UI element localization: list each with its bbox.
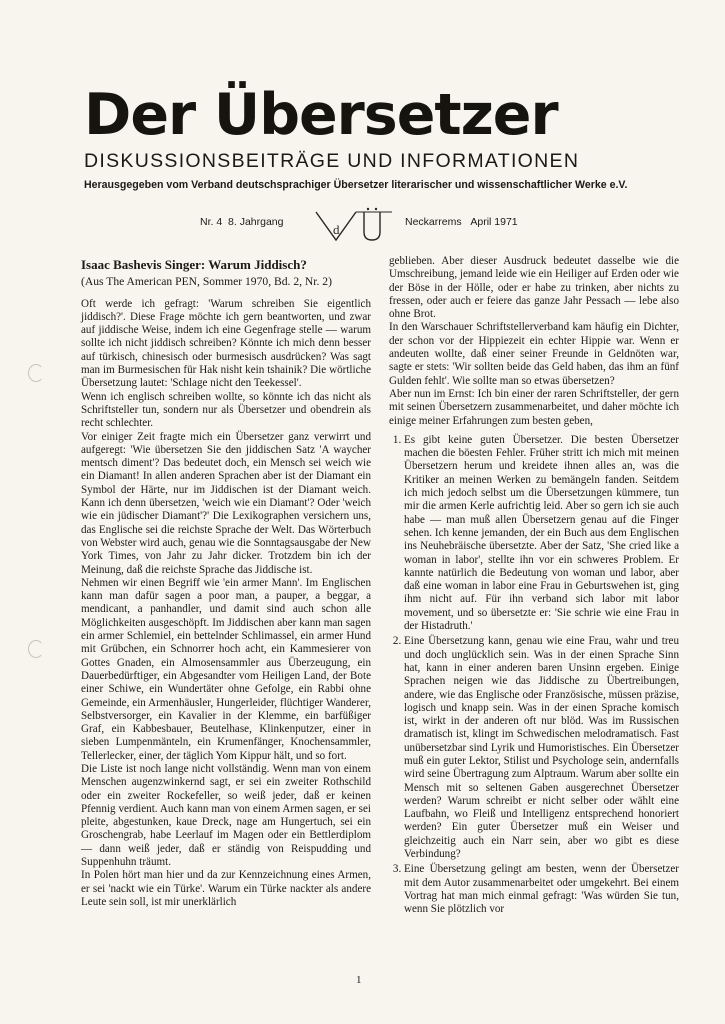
right-column (389, 255, 679, 919)
numbered-list (389, 434, 679, 917)
issue-place-date (405, 216, 518, 228)
paragraph: Vor einiger Zeit fragte mich ein Übersetzer ganz verwirrt und aufgeregt: 'Wie übersetzen Sie den jiddischen Satz 'A waycher mentsch diment'? Das bedeutet doch, ein Mensch sei weich wie ein Diamant! In allen anderen Sprachen aber ist der Diamant ein Symbol der Härte, nur im Jiddischen ist der Diamant weich. Kann ich denn übersetzen, 'weich wie ein Diamant'? Oder 'weich wie ein jüdischer Diamant'?' Die Lexikographen versichern uns, das Englische sei die reichste Sprache der Welt. Das Wörterbuch von Webster wird auch, genau wie die Sonntagsausgabe der New York Times, von Jahr zu Jahr dicker. Trotzdem bin ich der Meinung, daß die reichste Sprache das Jiddische ist. (81, 430, 371, 576)
publication-subtitle: DISKUSSIONSBEITRÄGE UND INFORMATIONEN (84, 150, 580, 172)
vdu-logo (312, 206, 392, 246)
paragraph: Aber nun im Ernst: Ich bin einer der raren Schriftsteller, der gern mit seinen Übersetzern zusammenarbeitet, und daher möchte ich einige meiner Erfahrungen zum besten geben, (389, 387, 679, 427)
list-item: 1. Es gibt keine guten Übersetzer. Die besten Übersetzer machen die böesten Fehler. Früher stritt ich mich mit meinen Übersetzern herum und kreidete ihnen alles an, was die Kritiker an meinen Werken zu bemängeln fanden. Seitdem ich mich jedoch selbst um die Übersetzungen kümmere, tun mir die armen Kerle aufrichtig leid. Aber so gern ich sie auch habe — man muß allen Übersetzern genau auf die Finger sehen. Ich kenne jemanden, der ein Buch aus dem Englischen ins Neuhebräische übersetzte. Aber der Satz, 'She cried like a woman in labor', stellte ihn vor ein schweres Problem. Er kannte natürlich die Bedeutung von woman und labor, aber daß eine woman in labor eine Frau in Geburtswehen ist, ging ihm nicht auf. Für ihn verband sich labor mit labor movement, und so übersetzte er: 'Sie schrie wie eine Frau in der Histadruth.' (404, 434, 679, 633)
paragraph: Nehmen wir einen Begriff wie 'ein armer Mann'. Im Englischen kann man dafür sagen a poor man, a pauper, a beggar, a mendicant, a panhandler, und damit sind auch schon alle Möglichkeiten ausgeschöpft. Im Jiddischen aber kann man sagen ein armer Schlemiel, ein bettelnder Schlimassel, ein armer Hund mit Grübchen, ein Schnorrer hoch acht, ein Kammesierer von Gottes Gnaden, ein Almosensammler aus Überzeugung, ein Dauerbedürftiger, ein Abgesandter vom Heiligen Land, der Bote einer Schiwe, ein Wundertäter ohne Gefolge, ein Rabbi ohne Gemeinde, ein Armenhäusler, Hungerleider, flüchtiger Wanderer, Selbstversorger, ein Kavalier in der Klemme, ein barfüßiger Graf, ein Kabbesbauer, Beutelhase, Klinkenputzer, einer in sieben Lumpenmänteln, ein Krumenfänger, Knochensammler, Tellerlecker, einer, der täglich Yom Kippur hält, und so fort. (81, 576, 371, 762)
punch-hole-mark (28, 364, 44, 382)
paragraph: Wenn ich englisch schreiben wollte, so könnte ich das nicht als Schriftsteller tun, sondern nur als Übersetzer und obendrein als recht schlechter. (81, 390, 371, 430)
issue-info (200, 206, 540, 246)
article-title: Isaac Bashevis Singer: Warum Jiddisch? (81, 257, 307, 272)
issue-place: Neckarrems (405, 216, 462, 228)
left-column (81, 258, 371, 909)
publication-title: Der Übersetzer (84, 82, 558, 148)
article-source: (Aus The American PEN, Sommer 1970, Bd. 2, Nr. 2) (81, 275, 332, 289)
punch-hole-mark (28, 640, 44, 658)
masthead (84, 84, 664, 192)
paragraph: Die Liste ist noch lange nicht vollständig. Wenn man von einem Menschen augenzwinkernd sagt, er sei ein zweiter Rothschild oder ein zweiter Rockefeller, so weiß jeder, daß er keinen Pfennig verdient. Auch kann man von einem Armen sagen, er sei pleite, abgestunken, kaue Dreck, nage am Hungertuch, sei ein Groschengrab, habe Leerlauf im Magen oder ein Bettlerdiplom — dann weiß jeder, daß er ständig von Reispudding und Suppenhuhn träumt. (81, 762, 371, 869)
paragraph: In den Warschauer Schriftstellerverband kam häufig ein Dichter, der schon vor der Hippiezeit ein echter Hippie war. Wenn er andeuten wollte, daß einer seiner Freunde in Geldnöten war, sagte er stets: 'Wir sollten beide das Geld haben, das ihm an fünf Gulden fehlt'. Wie sollte man so etwas übersetzen? (389, 321, 679, 387)
issue-date: April 1971 (470, 216, 518, 228)
list-item: 2. Eine Übersetzung kann, genau wie eine Frau, wahr und treu und doch unglücklich sein. Was in der einen Sprache Sinn hat, kann in einer anderen baren Unsinn ergeben. Einige Sprachen neigen wie das Jiddische zu Übertreibungen, andere, wie das Englische oder Französische, müssen präzise, logisch und knapp sein. Was in der einen Sprache komisch ist, wirkt in der anderen oft nur blöd. Was im Russischen dramatisch ist, klingt im Schwedischen melodramatisch. Fast unübersetzbar sind Lyrik und Humoristisches. Ein Übersetzer muß ein guter Lektor, Stilist und Psychologe sein, andernfalls wird seine Übertragung zum Alptraum. Warum aber sollte ein Mensch mit so seltenen Gaben ausgerechnet Übersetzer werden? Warum schreibt er nicht selber oder wählt eine Laufbahn, wo Fleiß und Intelligenz entsprechend honoriert werden? Ein guter Übersetzer muß ein Weiser und gleichzeitig auch ein Narr sein, aber wo gibt es diese Verbindung? (404, 635, 679, 861)
vdu-logo-d: d (333, 222, 340, 237)
list-item: 3. Eine Übersetzung gelingt am besten, wenn der Übersetzer mit dem Autor zusammenarbeitet oder umgekehrt. Bei einem Vortrag hat man mich einmal gefragt: 'Was würden Sie tun, wenn Sie plötzlich vor (404, 863, 679, 916)
issue-volume: 8. Jahrgang (228, 216, 284, 228)
issue-number: Nr. 4 (200, 216, 223, 228)
issue-number-volume (200, 216, 284, 228)
page-number: 1 (356, 974, 362, 986)
paragraph: geblieben. Aber dieser Ausdruck bedeutet dasselbe wie die Umschreibung, jemand leide wie ein Heiliger auf Erden oder wie der Böse in der Hölle, oder er habe zu trinken, aber nichts zu fressen, oder auch er feiere das ganze Jahr Pessach — lebe also ohne Brot. (389, 255, 679, 321)
paragraph: Oft werde ich gefragt: 'Warum schreiben Sie eigentlich jiddisch?'. Diese Frage möchte ich gern beantworten, und zwar auf jiddische Weise, indem ich eine Gegenfrage stelle — warum sollte ich nicht jiddisch schreiben? Könnte ich mich denn besser auf türkisch, chinesisch oder burmesisch ausdrücken? Was sagt man im Burmesischen für Hak nisht kein tshainik? Die wörtliche Übersetzung lautet: 'Schlage nicht den Teekessel'. (81, 297, 371, 390)
publisher-line: Herausgegeben vom Verband deutschsprachiger Übersetzer literarischer und wissenschaftlicher Werke e.V. (84, 179, 628, 191)
paragraph: In Polen hört man hier und da zur Kennzeichnung eines Armen, er sei 'nackt wie ein Türke'. Warum ein Türke nackter als andere Leute sein soll, ist mir unerklärlich (81, 869, 371, 908)
